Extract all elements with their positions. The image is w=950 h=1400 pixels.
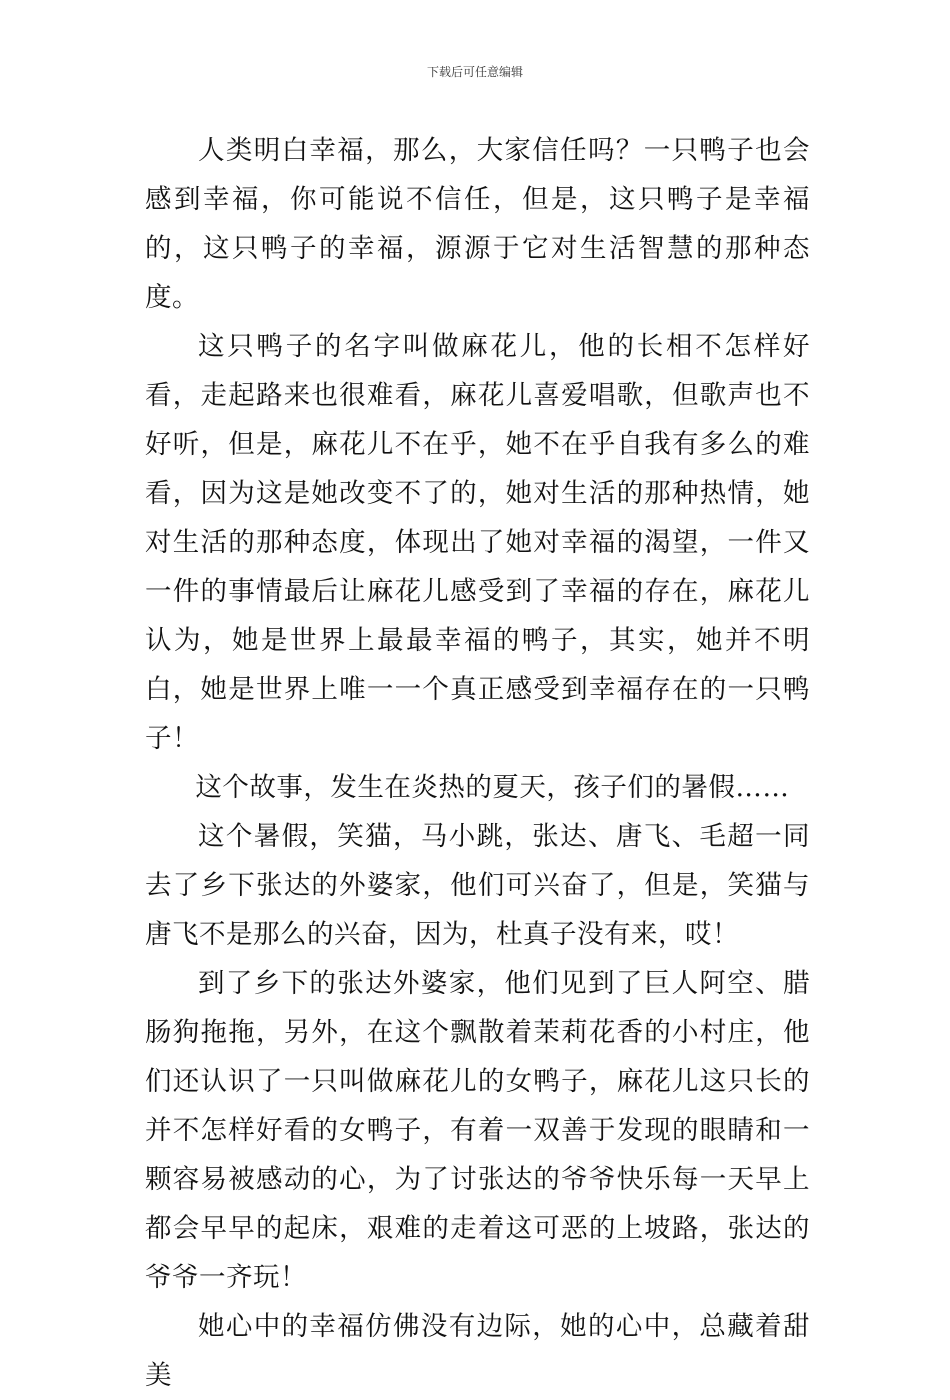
paragraph-1: 人类明白幸福，那么，大家信任吗？一只鸭子也会感到幸福，你可能说不信任，但是，这只鸭子是幸福的，这只鸭子的幸福，源源于它对生活智慧的那种态度。: [145, 135, 810, 313]
paragraph-4: 这个暑假，笑猫，马小跳，张达、唐飞、毛超一同去了乡下张达的外婆家，他们可兴奋了，但是，笑猫与唐飞不是那么的兴奋，因为，杜真子没有来，哎！: [145, 821, 810, 950]
document-body: [145, 126, 810, 1400]
page-header: 下载后可任意编辑: [426, 65, 523, 79]
paragraph-3: 这个故事，发生在炎热的夏天，孩子们的暑假……: [195, 772, 790, 803]
paragraph-5: 到了乡下的张达外婆家，他们见到了巨人阿空、腊肠狗拖拖，另外，在这个飘散着茉莉花香的小村庄，他们还认识了一只叫做麻花儿的女鸭子，麻花儿这只长的并不怎样好看的女鸭子，有着一双善于发现的眼睛和一颗容易被感动的心，为了讨张达的爷爷快乐每一天早上都会早早的起床，艰难的走着这可恶的上坡路，张达的爷爷一齐玩！: [145, 968, 810, 1293]
paragraph-6: 她心中的幸福仿佛没有边际，她的心中，总藏着甜美: [145, 1311, 810, 1391]
paragraph-2: 这只鸭子的名字叫做麻花儿，他的长相不怎样好看，走起路来也很难看，麻花儿喜爱唱歌，但歌声也不好听，但是，麻花儿不在乎，她不在乎自我有多么的难看，因为这是她改变不了的，她对生活的那种热情，她对生活的那种态度，体现出了她对幸福的渴望，一件又一件的事情最后让麻花儿感受到了幸福的存在，麻花儿认为，她是世界上最最幸福的鸭子，其实，她并不明白，她是世界上唯一一个真正感受到幸福存在的一只鸭子！: [145, 331, 810, 754]
